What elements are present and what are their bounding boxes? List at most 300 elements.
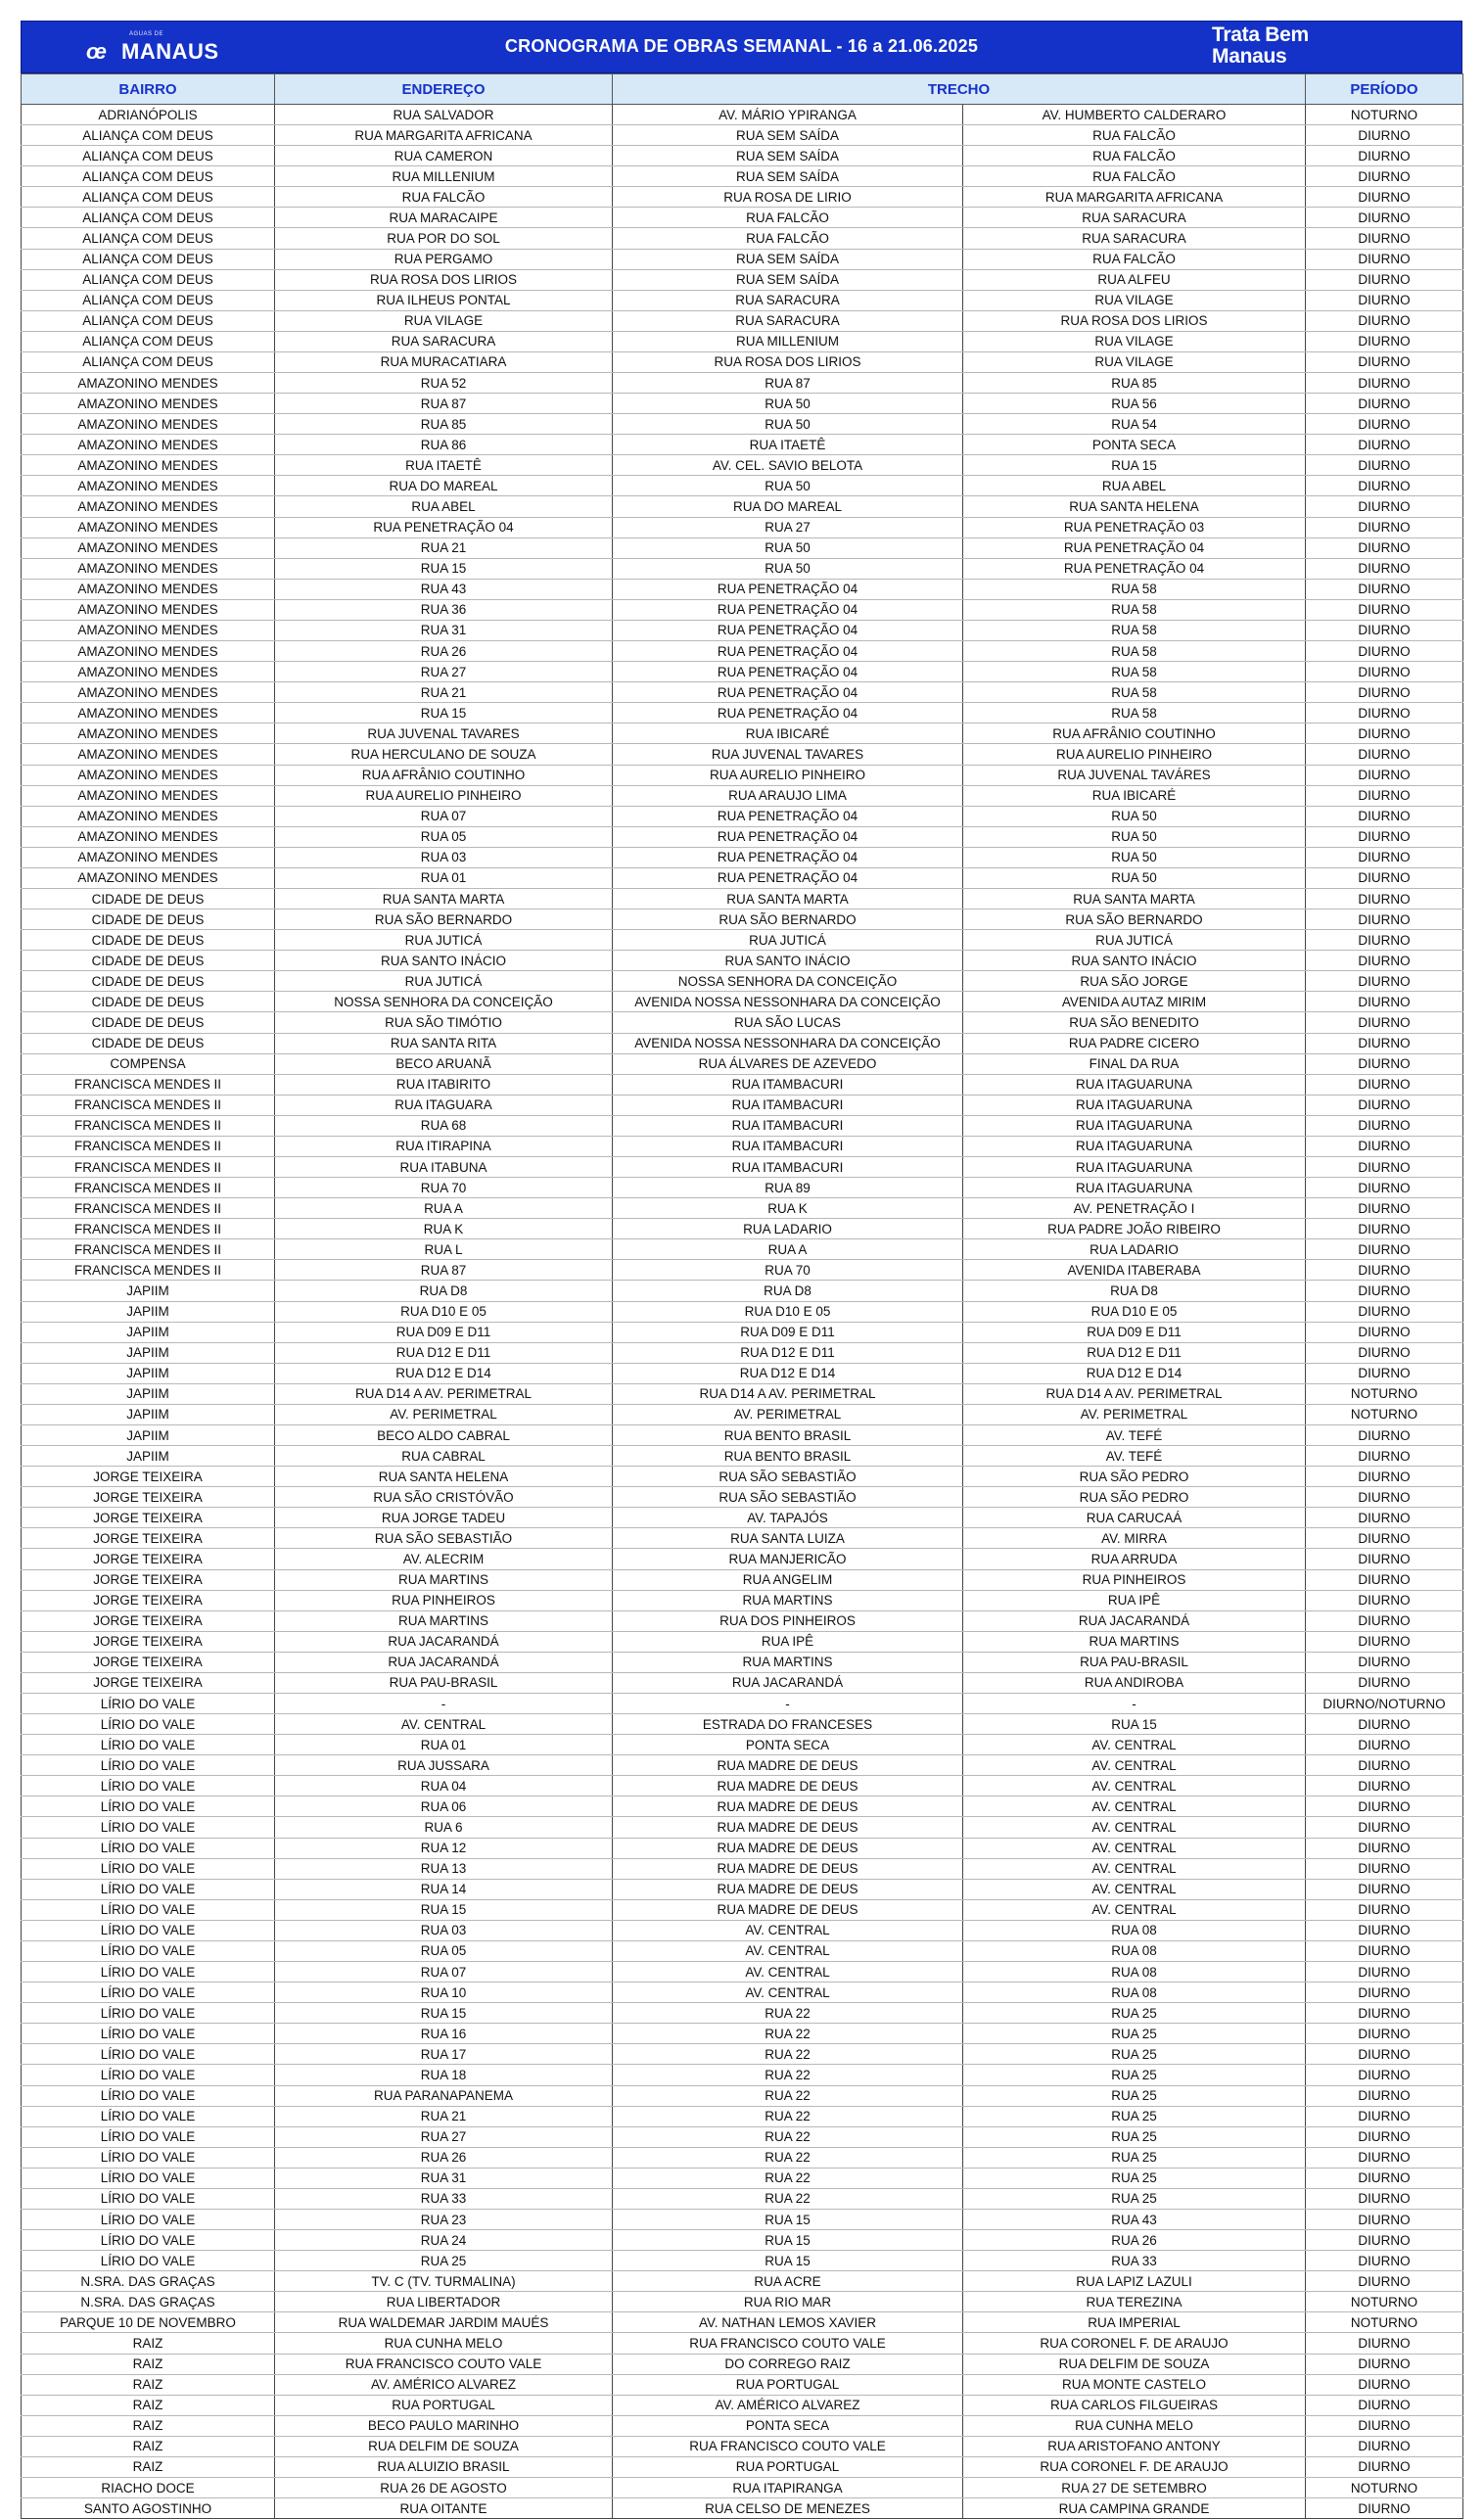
logo-mark-icon: œ xyxy=(86,39,106,64)
cell-trecho-to: RUA SARACURA xyxy=(963,208,1306,228)
cell-trecho-to: RUA 25 xyxy=(963,2188,1306,2209)
table-row xyxy=(22,847,1463,867)
cell-endereco: RUA SÃO TIMÓTIO xyxy=(275,1012,613,1033)
cell-trecho-to: RUA 50 xyxy=(963,806,1306,826)
cell-endereco: RUA CUNHA MELO xyxy=(275,2333,613,2354)
cell-trecho-from: RUA MARTINS xyxy=(613,1652,963,1672)
cell-trecho-to: AV. PERIMETRAL xyxy=(963,1404,1306,1424)
cell-bairro: LÍRIO DO VALE xyxy=(22,1755,275,1776)
cell-trecho-to: RUA 08 xyxy=(963,1940,1306,1961)
table-row xyxy=(22,187,1463,208)
cell-trecho-to: RUA D10 E 05 xyxy=(963,1301,1306,1322)
cell-trecho-from: RUA FRANCISCO COUTO VALE xyxy=(613,2436,963,2456)
cell-trecho-to: - xyxy=(963,1694,1306,1714)
table-row xyxy=(22,682,1463,703)
cell-periodo: DIURNO xyxy=(1306,723,1463,744)
cell-trecho-to: RUA PENETRAÇÃO 04 xyxy=(963,537,1306,558)
cell-endereco: RUA 16 xyxy=(275,2024,613,2044)
cell-trecho-from: RUA SANTA MARTA xyxy=(613,888,963,909)
cell-bairro: ALIANÇA COM DEUS xyxy=(22,208,275,228)
cell-endereco: RUA SALVADOR xyxy=(275,105,613,125)
cell-bairro: AMAZONINO MENDES xyxy=(22,723,275,744)
table-row xyxy=(22,2456,1463,2477)
table-row xyxy=(22,888,1463,909)
table-row xyxy=(22,1838,1463,1858)
table-row xyxy=(22,373,1463,394)
cell-trecho-from: RUA ITAMBACURI xyxy=(613,1095,963,1115)
cell-endereco: RUA 01 xyxy=(275,867,613,888)
cell-trecho-from: AV. CENTRAL xyxy=(613,1940,963,1961)
table-row xyxy=(22,2065,1463,2085)
cell-bairro: AMAZONINO MENDES xyxy=(22,579,275,599)
cell-endereco: BECO PAULO MARINHO xyxy=(275,2415,613,2436)
cell-trecho-to: RUA 25 xyxy=(963,2003,1306,2024)
cell-trecho-to: AV. CENTRAL xyxy=(963,1735,1306,1755)
cell-endereco: RUA SÃO SEBASTIÃO xyxy=(275,1528,613,1549)
cell-bairro: LÍRIO DO VALE xyxy=(22,1796,275,1817)
cell-endereco: BECO ARUANÃ xyxy=(275,1053,613,1074)
cell-endereco: RUA 15 xyxy=(275,1899,613,1920)
table-row xyxy=(22,269,1463,290)
cell-periodo: DIURNO xyxy=(1306,228,1463,249)
cell-endereco: RUA CAMERON xyxy=(275,146,613,166)
table-row xyxy=(22,1487,1463,1508)
cell-periodo: DIURNO xyxy=(1306,599,1463,620)
cell-endereco: RUA ABEL xyxy=(275,496,613,517)
cell-trecho-to: RUA CORONEL F. DE ARAUJO xyxy=(963,2456,1306,2477)
cell-trecho-to: AV. CENTRAL xyxy=(963,1776,1306,1796)
cell-endereco: RUA 15 xyxy=(275,703,613,723)
cell-periodo: DIURNO xyxy=(1306,1796,1463,1817)
cell-trecho-from: RUA 22 xyxy=(613,2065,963,2085)
cell-endereco: RUA 05 xyxy=(275,826,613,847)
cell-trecho-from: RUA MARTINS xyxy=(613,1590,963,1610)
cell-periodo: DIURNO xyxy=(1306,125,1463,146)
cell-trecho-to: AVENIDA ITABERABA xyxy=(963,1260,1306,1281)
cell-trecho-from: RUA 15 xyxy=(613,2251,963,2271)
cell-periodo: DIURNO xyxy=(1306,1858,1463,1879)
cell-bairro: RAIZ xyxy=(22,2436,275,2456)
table-row xyxy=(22,2477,1463,2497)
cell-trecho-from: - xyxy=(613,1694,963,1714)
cell-periodo: DIURNO xyxy=(1306,579,1463,599)
cell-trecho-to: RUA 58 xyxy=(963,703,1306,723)
cell-bairro: LÍRIO DO VALE xyxy=(22,1983,275,2003)
table-row xyxy=(22,290,1463,310)
cell-endereco: AV. AMÉRICO ALVAREZ xyxy=(275,2374,613,2395)
cell-trecho-to: RUA ANDIROBA xyxy=(963,1672,1306,1693)
cell-bairro: LÍRIO DO VALE xyxy=(22,2085,275,2106)
cell-trecho-from: RUA MADRE DE DEUS xyxy=(613,1817,963,1838)
table-row xyxy=(22,1962,1463,1983)
cell-endereco: AV. ALECRIM xyxy=(275,1549,613,1569)
cell-bairro: FRANCISCA MENDES II xyxy=(22,1115,275,1136)
cell-endereco: RUA 85 xyxy=(275,414,613,435)
table-row xyxy=(22,2106,1463,2126)
table-row xyxy=(22,1590,1463,1610)
cell-endereco: RUA 07 xyxy=(275,806,613,826)
cell-bairro: CIDADE DE DEUS xyxy=(22,971,275,992)
cell-endereco: RUA 68 xyxy=(275,1115,613,1136)
cell-bairro: FRANCISCA MENDES II xyxy=(22,1156,275,1177)
cell-trecho-to: RUA JUTICÁ xyxy=(963,930,1306,951)
cell-bairro: N.SRA. DAS GRAÇAS xyxy=(22,2292,275,2312)
cell-trecho-to: RUA ITAGUARUNA xyxy=(963,1156,1306,1177)
cell-trecho-from: PONTA SECA xyxy=(613,1735,963,1755)
cell-endereco: RUA FALCÃO xyxy=(275,187,613,208)
cell-trecho-from: RUA FALCÃO xyxy=(613,228,963,249)
cell-endereco: RUA 31 xyxy=(275,620,613,640)
cell-trecho-from: RUA PENETRAÇÃO 04 xyxy=(613,641,963,662)
cell-trecho-from: RUA ANGELIM xyxy=(613,1569,963,1590)
cell-trecho-to: RUA 25 xyxy=(963,2085,1306,2106)
cell-trecho-to: RUA 54 xyxy=(963,414,1306,435)
cell-trecho-to: RUA IMPERIAL xyxy=(963,2312,1306,2333)
cell-bairro: LÍRIO DO VALE xyxy=(22,1735,275,1755)
cell-bairro: ALIANÇA COM DEUS xyxy=(22,269,275,290)
cell-periodo: DIURNO xyxy=(1306,1322,1463,1342)
cell-trecho-from: AV. CENTRAL xyxy=(613,1920,963,1940)
cell-endereco: RUA 15 xyxy=(275,558,613,579)
table-row xyxy=(22,2230,1463,2251)
cell-periodo: DIURNO xyxy=(1306,1549,1463,1569)
cell-periodo: DIURNO xyxy=(1306,1342,1463,1363)
cell-trecho-from: RUA ITAMBACURI xyxy=(613,1136,963,1156)
cell-endereco: RUA SANTA HELENA xyxy=(275,1467,613,1487)
cell-trecho-to: RUA FALCÃO xyxy=(963,166,1306,187)
table-row xyxy=(22,1219,1463,1239)
cell-trecho-to: RUA FALCÃO xyxy=(963,146,1306,166)
cell-endereco: RUA POR DO SOL xyxy=(275,228,613,249)
cell-trecho-from: AVENIDA NOSSA NESSONHARA DA CONCEIÇÃO xyxy=(613,1033,963,1053)
cell-trecho-to: RUA 58 xyxy=(963,641,1306,662)
cell-trecho-from: RUA 22 xyxy=(613,2024,963,2044)
cell-periodo: DIURNO xyxy=(1306,2251,1463,2271)
cell-bairro: JORGE TEIXEIRA xyxy=(22,1631,275,1652)
cell-bairro: ALIANÇA COM DEUS xyxy=(22,187,275,208)
cell-bairro: LÍRIO DO VALE xyxy=(22,2003,275,2024)
cell-endereco: RUA PARANAPANEMA xyxy=(275,2085,613,2106)
cell-endereco: RUA 87 xyxy=(275,1260,613,1281)
cell-bairro: JAPIIM xyxy=(22,1425,275,1446)
cell-periodo: DIURNO xyxy=(1306,2188,1463,2209)
table-row xyxy=(22,1879,1463,1899)
cell-trecho-to: AV. CENTRAL xyxy=(963,1838,1306,1858)
cell-trecho-to: RUA 25 xyxy=(963,2126,1306,2147)
cell-endereco: RUA FRANCISCO COUTO VALE xyxy=(275,2354,613,2374)
cell-endereco: RUA 05 xyxy=(275,1940,613,1961)
cell-endereco: RUA JUTICÁ xyxy=(275,930,613,951)
cell-trecho-to: AV. CENTRAL xyxy=(963,1796,1306,1817)
logo-brand-text: MANAUS xyxy=(121,39,219,64)
cell-periodo: DIURNO xyxy=(1306,910,1463,930)
cell-trecho-from: RUA D10 E 05 xyxy=(613,1301,963,1322)
cell-periodo: DIURNO xyxy=(1306,1467,1463,1487)
table-row xyxy=(22,2003,1463,2024)
cell-trecho-from: RUA ROSA DE LIRIO xyxy=(613,187,963,208)
cell-periodo: DIURNO xyxy=(1306,1899,1463,1920)
cell-bairro: SANTO AGOSTINHO xyxy=(22,2498,275,2519)
cell-periodo: NOTURNO xyxy=(1306,1383,1463,1404)
table-row xyxy=(22,1198,1463,1219)
cell-trecho-from: RUA SÃO LUCAS xyxy=(613,1012,963,1033)
cell-endereco: RUA SANTA RITA xyxy=(275,1033,613,1053)
table-row xyxy=(22,579,1463,599)
cell-trecho-from: RUA PENETRAÇÃO 04 xyxy=(613,620,963,640)
table-row xyxy=(22,1342,1463,1363)
cell-trecho-from: RUA K xyxy=(613,1198,963,1219)
table-row xyxy=(22,1033,1463,1053)
table-row xyxy=(22,1549,1463,1569)
cell-periodo: DIURNO xyxy=(1306,1940,1463,1961)
cell-trecho-to: RUA CARUCAÁ xyxy=(963,1508,1306,1528)
cell-trecho-to: RUA D12 E D14 xyxy=(963,1363,1306,1383)
cell-periodo: DIURNO xyxy=(1306,1260,1463,1281)
cell-endereco: RUA 87 xyxy=(275,394,613,414)
cell-bairro: FRANCISCA MENDES II xyxy=(22,1198,275,1219)
cell-periodo: DIURNO xyxy=(1306,2044,1463,2065)
cell-bairro: AMAZONINO MENDES xyxy=(22,455,275,476)
cell-periodo: DIURNO xyxy=(1306,2065,1463,2085)
cell-trecho-from: RUA D8 xyxy=(613,1281,963,1301)
cell-bairro: AMAZONINO MENDES xyxy=(22,476,275,496)
cell-trecho-from: PONTA SECA xyxy=(613,2415,963,2436)
cell-trecho-to: AV. TEFÉ xyxy=(963,1446,1306,1467)
cell-periodo: DIURNO xyxy=(1306,1156,1463,1177)
cell-trecho-from: NOSSA SENHORA DA CONCEIÇÃO xyxy=(613,971,963,992)
cell-periodo: DIURNO xyxy=(1306,703,1463,723)
cell-trecho-from: RUA LADARIO xyxy=(613,1219,963,1239)
table-row xyxy=(22,1136,1463,1156)
cell-trecho-to: RUA ARISTOFANO ANTONY xyxy=(963,2436,1306,2456)
cell-trecho-to: AV. CENTRAL xyxy=(963,1755,1306,1776)
cell-trecho-to: RUA IPÊ xyxy=(963,1590,1306,1610)
table-row xyxy=(22,2333,1463,2354)
cell-endereco: RUA 26 xyxy=(275,2147,613,2168)
cell-trecho-to: RUA 25 xyxy=(963,2024,1306,2044)
cell-bairro: JAPIIM xyxy=(22,1404,275,1424)
cell-periodo: DIURNO xyxy=(1306,517,1463,537)
table-row xyxy=(22,723,1463,744)
cell-periodo: DIURNO xyxy=(1306,1425,1463,1446)
cell-periodo: DIURNO xyxy=(1306,1672,1463,1693)
cell-bairro: LÍRIO DO VALE xyxy=(22,1817,275,1838)
cell-bairro: AMAZONINO MENDES xyxy=(22,703,275,723)
table-body xyxy=(22,105,1463,2519)
table-row xyxy=(22,1569,1463,1590)
cell-periodo: DIURNO xyxy=(1306,455,1463,476)
cell-periodo: DIURNO xyxy=(1306,682,1463,703)
cell-periodo: DIURNO xyxy=(1306,1528,1463,1549)
cell-periodo: DIURNO xyxy=(1306,2271,1463,2292)
cell-endereco: RUA 86 xyxy=(275,435,613,455)
cell-trecho-from: RUA ÁLVARES DE AZEVEDO xyxy=(613,1053,963,1074)
cell-trecho-from: RUA BENTO BRASIL xyxy=(613,1446,963,1467)
cell-endereco: RUA ITABUNA xyxy=(275,1156,613,1177)
cell-bairro: LÍRIO DO VALE xyxy=(22,1899,275,1920)
cell-trecho-from: RUA FRANCISCO COUTO VALE xyxy=(613,2333,963,2354)
cell-bairro: JORGE TEIXEIRA xyxy=(22,1590,275,1610)
cell-trecho-from: RUA D12 E D14 xyxy=(613,1363,963,1383)
table-row xyxy=(22,1383,1463,1404)
cell-trecho-from: RUA ITAMBACURI xyxy=(613,1074,963,1095)
cell-periodo: DIURNO xyxy=(1306,1301,1463,1322)
cell-trecho-from: AV. CENTRAL xyxy=(613,1983,963,2003)
cell-trecho-to: RUA 50 xyxy=(963,867,1306,888)
table-row xyxy=(22,1404,1463,1424)
table-row xyxy=(22,1012,1463,1033)
table-row xyxy=(22,1652,1463,1672)
cell-trecho-to: RUA SANTO INÁCIO xyxy=(963,951,1306,971)
cell-trecho-to: RUA SARACURA xyxy=(963,228,1306,249)
cell-periodo: DIURNO xyxy=(1306,1962,1463,1983)
cell-trecho-from: AV. PERIMETRAL xyxy=(613,1404,963,1424)
cell-bairro: LÍRIO DO VALE xyxy=(22,1714,275,1735)
cell-periodo: DIURNO xyxy=(1306,1631,1463,1652)
cell-periodo: DIURNO xyxy=(1306,1652,1463,1672)
cell-endereco: RUA D14 A AV. PERIMETRAL xyxy=(275,1383,613,1404)
table-row xyxy=(22,1755,1463,1776)
table-row xyxy=(22,2312,1463,2333)
cell-bairro: LÍRIO DO VALE xyxy=(22,2168,275,2188)
cell-trecho-from: RUA A xyxy=(613,1239,963,1260)
cell-trecho-to: RUA 43 xyxy=(963,2209,1306,2229)
table-row xyxy=(22,806,1463,826)
cell-bairro: LÍRIO DO VALE xyxy=(22,1694,275,1714)
cell-endereco: RUA DO MAREAL xyxy=(275,476,613,496)
cell-bairro: JAPIIM xyxy=(22,1363,275,1383)
cell-endereco: RUA D12 E D14 xyxy=(275,1363,613,1383)
cell-periodo: DIURNO xyxy=(1306,2209,1463,2229)
cell-trecho-from: RUA IBICARÉ xyxy=(613,723,963,744)
cell-endereco: RUA VILAGE xyxy=(275,310,613,331)
cell-trecho-to: RUA IBICARÉ xyxy=(963,785,1306,806)
cell-trecho-from: RUA ARAUJO LIMA xyxy=(613,785,963,806)
cell-trecho-from: RUA PORTUGAL xyxy=(613,2456,963,2477)
schedule-sheet xyxy=(21,21,1462,2519)
table-row xyxy=(22,2251,1463,2271)
cell-endereco: RUA 26 DE AGOSTO xyxy=(275,2477,613,2497)
table-row xyxy=(22,599,1463,620)
cell-trecho-to: RUA 58 xyxy=(963,579,1306,599)
table-row xyxy=(22,951,1463,971)
cell-bairro: JAPIIM xyxy=(22,1342,275,1363)
cell-trecho-from: RUA ITAMBACURI xyxy=(613,1115,963,1136)
table-row xyxy=(22,1796,1463,1817)
cell-trecho-from: RUA ITAMBACURI xyxy=(613,1156,963,1177)
cell-endereco: RUA SÃO BERNARDO xyxy=(275,910,613,930)
cell-trecho-to: RUA ABEL xyxy=(963,476,1306,496)
cell-trecho-to: RUA ARRUDA xyxy=(963,1549,1306,1569)
cell-periodo: DIURNO xyxy=(1306,414,1463,435)
cell-trecho-to: RUA CUNHA MELO xyxy=(963,2415,1306,2436)
cell-trecho-from: AVENIDA NOSSA NESSONHARA DA CONCEIÇÃO xyxy=(613,992,963,1012)
cell-endereco: RUA PERGAMO xyxy=(275,249,613,269)
cell-endereco: RUA JACARANDÁ xyxy=(275,1631,613,1652)
cell-trecho-from: RUA ACRE xyxy=(613,2271,963,2292)
cell-periodo: DIURNO xyxy=(1306,1281,1463,1301)
cell-trecho-to: RUA PADRE JOÃO RIBEIRO xyxy=(963,1219,1306,1239)
cell-bairro: AMAZONINO MENDES xyxy=(22,620,275,640)
cell-periodo: DIURNO xyxy=(1306,373,1463,394)
cell-trecho-from: RUA SEM SAÍDA xyxy=(613,125,963,146)
cell-bairro: CIDADE DE DEUS xyxy=(22,1033,275,1053)
cell-endereco: RUA DELFIM DE SOUZA xyxy=(275,2436,613,2456)
table-row xyxy=(22,455,1463,476)
cell-bairro: FRANCISCA MENDES II xyxy=(22,1219,275,1239)
table-row xyxy=(22,125,1463,146)
cell-endereco: BECO ALDO CABRAL xyxy=(275,1425,613,1446)
cell-periodo: DIURNO xyxy=(1306,1012,1463,1033)
cell-endereco: RUA A xyxy=(275,1198,613,1219)
cell-periodo: DIURNO xyxy=(1306,310,1463,331)
cell-trecho-to: RUA DELFIM DE SOUZA xyxy=(963,2354,1306,2374)
table-row xyxy=(22,1983,1463,2003)
cell-trecho-to: RUA 25 xyxy=(963,2065,1306,2085)
cell-endereco: RUA D09 E D11 xyxy=(275,1322,613,1342)
cell-bairro: COMPENSA xyxy=(22,1053,275,1074)
cell-trecho-to: RUA SANTA MARTA xyxy=(963,888,1306,909)
cell-trecho-from: RUA 89 xyxy=(613,1178,963,1198)
cell-bairro: JORGE TEIXEIRA xyxy=(22,1610,275,1631)
table-row xyxy=(22,1508,1463,1528)
cell-periodo: DIURNO xyxy=(1306,1095,1463,1115)
cell-endereco: RUA 23 xyxy=(275,2209,613,2229)
table-row xyxy=(22,394,1463,414)
cell-periodo: DIURNO xyxy=(1306,1817,1463,1838)
cell-trecho-to: RUA SÃO BENEDITO xyxy=(963,1012,1306,1033)
cell-endereco: RUA 14 xyxy=(275,1879,613,1899)
cell-periodo: DIURNO xyxy=(1306,1983,1463,2003)
table-row xyxy=(22,208,1463,228)
header-banner xyxy=(21,21,1462,73)
cell-bairro: RAIZ xyxy=(22,2395,275,2415)
cell-trecho-to: RUA 58 xyxy=(963,599,1306,620)
cell-bairro: ALIANÇA COM DEUS xyxy=(22,351,275,372)
cell-bairro: AMAZONINO MENDES xyxy=(22,641,275,662)
cell-periodo: DIURNO xyxy=(1306,1610,1463,1631)
table-row xyxy=(22,310,1463,331)
cell-endereco: RUA OITANTE xyxy=(275,2498,613,2519)
cell-bairro: ALIANÇA COM DEUS xyxy=(22,331,275,351)
cell-trecho-from: RUA 87 xyxy=(613,373,963,394)
table-row xyxy=(22,331,1463,351)
cell-bairro: JAPIIM xyxy=(22,1446,275,1467)
cell-trecho-from: RUA MANJERICÃO xyxy=(613,1549,963,1569)
cell-endereco: RUA 43 xyxy=(275,579,613,599)
cell-trecho-to: AV. MIRRA xyxy=(963,1528,1306,1549)
cell-bairro: AMAZONINO MENDES xyxy=(22,867,275,888)
cell-bairro: LÍRIO DO VALE xyxy=(22,2044,275,2065)
table-row xyxy=(22,1322,1463,1342)
cell-trecho-from: RUA PORTUGAL xyxy=(613,2374,963,2395)
cell-trecho-to: AVENIDA AUTAZ MIRIM xyxy=(963,992,1306,1012)
table-row xyxy=(22,1899,1463,1920)
cell-trecho-to: RUA D12 E D11 xyxy=(963,1342,1306,1363)
cell-trecho-to: RUA D09 E D11 xyxy=(963,1322,1306,1342)
cell-trecho-to: RUA ROSA DOS LIRIOS xyxy=(963,310,1306,331)
cell-bairro: FRANCISCA MENDES II xyxy=(22,1178,275,1198)
table-row xyxy=(22,785,1463,806)
cell-periodo: DIURNO xyxy=(1306,290,1463,310)
cell-endereco: RUA 21 xyxy=(275,682,613,703)
cell-trecho-from: AV. TAPAJÓS xyxy=(613,1508,963,1528)
cell-endereco: RUA HERCULANO DE SOUZA xyxy=(275,744,613,765)
cell-trecho-from: RUA AURELIO PINHEIRO xyxy=(613,765,963,785)
cell-trecho-from: RUA D14 A AV. PERIMETRAL xyxy=(613,1383,963,1404)
logo-small-text: ÁGUAS DE xyxy=(129,31,164,37)
cell-trecho-to: RUA 33 xyxy=(963,2251,1306,2271)
